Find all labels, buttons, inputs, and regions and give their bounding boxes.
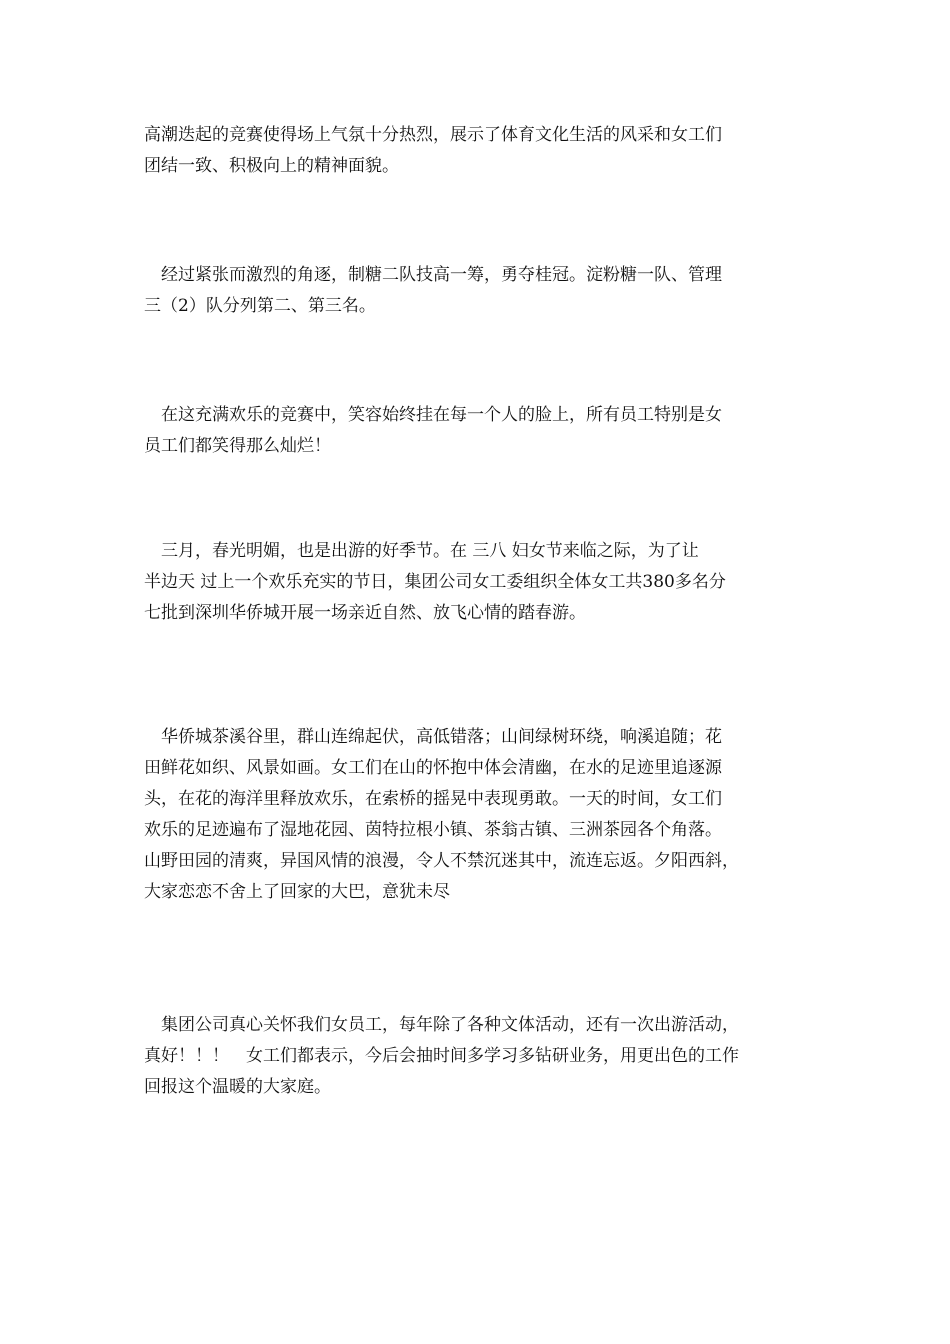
text-line: 七批到深圳华侨城开展一场亲近自然、放飞心情的踏春游。	[144, 603, 586, 623]
text-line: 真好！！！ 女工们都表示，今后会抽时间多学习多钻研业务，用更出色的工作	[144, 1046, 739, 1066]
text-line: 半边天 过上一个欢乐充实的节日，集团公司女工委组织全体女工共380多名分	[144, 572, 726, 592]
paragraph-2	[144, 260, 814, 322]
text-line: 集团公司真心关怀我们女员工，每年除了各种文体活动，还有一次出游活动，	[144, 1015, 739, 1035]
text-line: 欢乐的足迹遍布了湿地花园、茵特拉根小镇、茶翁古镇、三洲茶园各个角落。	[144, 820, 722, 840]
text-line: 高潮迭起的竞赛使得场上气氛十分热烈，展示了体育文化生活的风采和女工们	[144, 125, 722, 145]
text-line: 员工们都笑得那么灿烂！	[144, 436, 331, 456]
paragraph-3	[144, 400, 814, 462]
text-line: 华侨城茶溪谷里，群山连绵起伏，高低错落；山间绿树环绕，响溪追随；花	[144, 727, 722, 747]
text-line: 在这充满欢乐的竞赛中，笑容始终挂在每一个人的脸上，所有员工特别是女	[144, 405, 722, 425]
text-line: 三（2）队分列第二、第三名。	[144, 296, 376, 316]
text-line: 三月，春光明媚，也是出游的好季节。在 三八 妇女节来临之际，为了让	[144, 541, 699, 561]
text-line: 回报这个温暖的大家庭。	[144, 1077, 331, 1097]
text-line: 大家恋恋不舍上了回家的大巴，意犹未尽	[144, 882, 450, 902]
paragraph-5	[144, 722, 814, 908]
paragraph-4	[144, 536, 814, 629]
text-line: 山野田园的清爽，异国风情的浪漫，令人不禁沉迷其中，流连忘返。夕阳西斜，	[144, 851, 739, 871]
text-line: 头，在花的海洋里释放欢乐，在索桥的摇晃中表现勇敢。一天的时间，女工们	[144, 789, 722, 809]
text-line: 团结一致、积极向上的精神面貌。	[144, 156, 399, 176]
paragraph-1	[144, 120, 814, 182]
text-line: 经过紧张而激烈的角逐，制糖二队技高一筹，勇夺桂冠。淀粉糖一队、管理	[144, 265, 722, 285]
paragraph-6	[144, 1010, 814, 1103]
text-line: 田鲜花如织、风景如画。女工们在山的怀抱中体会清幽，在水的足迹里追逐源	[144, 758, 722, 778]
